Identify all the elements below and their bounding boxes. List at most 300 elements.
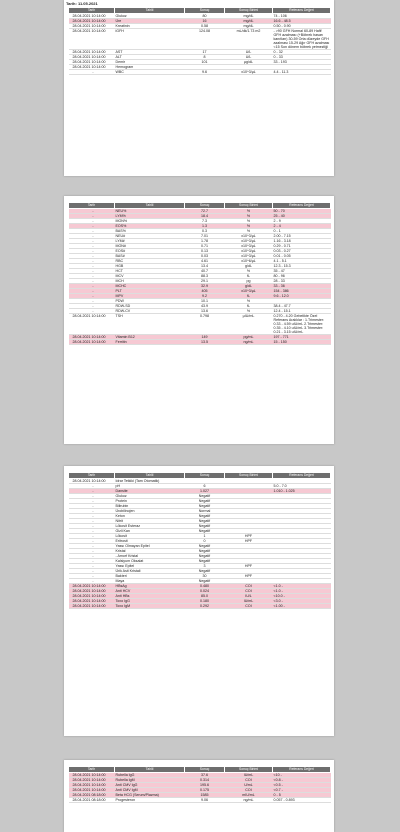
row-reference: 197 - 771: [273, 335, 331, 340]
row-test-name: NEU%: [115, 209, 185, 214]
row-reference: 0.03 - 0.27: [273, 249, 331, 254]
row-result: 195.6: [185, 783, 225, 788]
header-date: Tarih: [69, 767, 115, 773]
row-test-name: Vitamin B12: [115, 335, 185, 340]
row-date: 28.04.2021 10:14:00: [69, 65, 115, 70]
row-unit: IU/mL: [225, 599, 273, 604]
row-reference: 2 - 9: [273, 219, 331, 224]
row-unit: %: [225, 229, 273, 234]
row-reference: <3.0 -: [273, 599, 331, 604]
table-row: [69, 314, 331, 335]
row-test-name: MON%: [115, 219, 185, 224]
row-test-name: Kristal: [115, 549, 185, 554]
row-date: 28.04.2021 10:14:00: [69, 599, 115, 604]
row-date: -: [69, 274, 115, 279]
row-reference: 0 - 5: [273, 793, 331, 798]
row-date: 28.04.2021 10:14:00: [69, 594, 115, 599]
row-unit: fL: [225, 274, 273, 279]
row-unit: x10^3/µL: [225, 244, 273, 249]
row-result: Negatif: [185, 549, 225, 554]
row-result: 0: [185, 539, 225, 544]
row-test-name: NEU#: [115, 234, 185, 239]
row-reference: 35 - 47: [273, 269, 331, 274]
row-unit: U/L: [225, 50, 273, 55]
row-date: 28.04.2021 10:14:00: [69, 24, 115, 29]
row-test-name: Demir: [115, 60, 185, 65]
row-result: 0.292: [185, 604, 225, 609]
row-unit: COI: [225, 778, 273, 783]
row-result: 13.6: [185, 309, 225, 314]
results-table-3: [68, 472, 331, 609]
row-date: -: [69, 539, 115, 544]
row-test-name: Ürik Asit Kristali: [115, 569, 185, 574]
row-date: -: [69, 494, 115, 499]
row-test-name: Progesteron: [115, 798, 185, 803]
row-date: -: [69, 269, 115, 274]
header-unit: Sonuç Birimi: [225, 203, 273, 209]
row-test-name: Glukoz: [115, 14, 185, 19]
row-result: 0.180: [185, 599, 225, 604]
header-test: Tahlil: [115, 473, 185, 479]
row-unit: x10^3/µL: [225, 289, 273, 294]
row-result: 7.01: [185, 234, 225, 239]
row-date: 28.04.2021 10:14:00: [69, 773, 115, 778]
row-test-name: Toxo IgM: [115, 604, 185, 609]
row-result: 1.78: [185, 239, 225, 244]
results-table-4: [68, 766, 331, 803]
row-unit: %: [225, 309, 273, 314]
row-date: 28.04.2021 10:14:00: [69, 604, 115, 609]
header-date: Tarih: [69, 473, 115, 479]
row-unit: x10^3/µL: [225, 234, 273, 239]
row-unit: fL: [225, 304, 273, 309]
row-unit: µIU/mL: [225, 314, 273, 335]
row-date: -: [69, 294, 115, 299]
row-reference: <10 -: [273, 773, 331, 778]
row-date: 28.04.2021 10:14:00: [69, 783, 115, 788]
row-unit: %: [225, 299, 273, 304]
row-unit: x10^3/µL: [225, 239, 273, 244]
row-unit: g/dL: [225, 284, 273, 289]
row-test-name: Yassı Epitel: [115, 564, 185, 569]
row-test-name: RDW-CV: [115, 309, 185, 314]
row-result: Negatif: [185, 579, 225, 584]
header-reference: Referans Değeri: [273, 203, 331, 209]
report-page-1: [64, 0, 334, 176]
row-date: -: [69, 559, 115, 564]
row-result: Negatif: [185, 559, 225, 564]
row-reference: 0.50 - 0.90: [273, 24, 331, 29]
row-unit: COI: [225, 589, 273, 594]
header-reference: Referans Değeri: [273, 473, 331, 479]
row-reference: 25 - 40: [273, 214, 331, 219]
row-date: 28.04.2021 10:14:00: [69, 788, 115, 793]
table-row: [69, 70, 331, 75]
row-date: -: [69, 554, 115, 559]
row-date: 28.04.2021 10:14:00: [69, 778, 115, 783]
results-table-2: [68, 202, 331, 345]
row-result: 101: [185, 60, 225, 65]
row-result: Normal: [185, 509, 225, 514]
row-date: -: [69, 259, 115, 264]
row-reference: 0.270 - 4.20 Gebelikte Özel Referans Aralıklar : 1.Trimester: 0.33 - 4.59 uIU/mL 2.Trimester: 0.35 - 4.10 uIU/mL 3.Trimester: 0.21 - 3.15 uIU/mL: [273, 314, 331, 335]
row-test-name: Üre: [115, 19, 185, 24]
row-unit: mg/dL: [225, 24, 273, 29]
row-reference: 154 - 386: [273, 289, 331, 294]
row-test-name: Rubella IgG: [115, 773, 185, 778]
row-test-name: iGFH: [115, 29, 185, 50]
row-date: 28.04.2021 10:14:00: [69, 50, 115, 55]
row-result: 10.1: [185, 299, 225, 304]
row-result: Negatif: [185, 569, 225, 574]
row-result: 0.13: [185, 249, 225, 254]
row-result: Negatif: [185, 524, 225, 529]
row-result: 16: [185, 19, 225, 24]
row-test-name: Bilirubin: [115, 504, 185, 509]
row-reference: 2 - 4: [273, 224, 331, 229]
row-result: Negatif: [185, 504, 225, 509]
row-test-name: Beta HCG (Serum/Plazma): [115, 793, 185, 798]
row-date: -: [69, 219, 115, 224]
row-date: -: [69, 499, 115, 504]
row-result: 13.4: [185, 264, 225, 269]
row-date: 28.04.2021 10:14:00: [69, 29, 115, 50]
row-unit: g/dL: [225, 264, 273, 269]
table-row: [69, 798, 331, 803]
row-test-name: Glukoz: [115, 494, 185, 499]
row-unit: mg/dL: [225, 19, 273, 24]
row-test-name: Gizli Kan: [115, 529, 185, 534]
header-unit: Sonuç Birimi: [225, 8, 273, 14]
row-unit: mIU/mL: [225, 793, 273, 798]
row-unit: HPF: [225, 534, 273, 539]
row-reference: 38.4 - 47.7: [273, 304, 331, 309]
row-result: 9.2: [185, 294, 225, 299]
row-reference: <1.0 -: [273, 589, 331, 594]
row-test-name: PDW: [115, 299, 185, 304]
row-date: -: [69, 249, 115, 254]
row-test-name: Ferritin: [115, 340, 185, 345]
row-reference: 16.6 - 48.5: [273, 19, 331, 24]
row-result: Negatif: [185, 529, 225, 534]
row-result: Negatif: [185, 544, 225, 549]
row-unit: ng/mL: [225, 798, 273, 803]
header-result: Sonuç: [185, 203, 225, 209]
table-row: [69, 29, 331, 50]
row-test-name: MON#: [115, 244, 185, 249]
row-result: 43.9: [185, 304, 225, 309]
row-date: 28.04.2021 10:14:00: [69, 589, 115, 594]
row-test-name: TSH: [115, 314, 185, 335]
row-reference: <1.00 -: [273, 604, 331, 609]
row-result: 72.7: [185, 209, 225, 214]
row-date: -: [69, 304, 115, 309]
row-unit: HPF: [225, 539, 273, 544]
header-reference: Referans Değeri: [273, 8, 331, 14]
row-result: Negatif: [185, 499, 225, 504]
header-date: Tarih: [69, 8, 115, 14]
header-result: Sonuç: [185, 473, 225, 479]
header-result: Sonuç: [185, 8, 225, 14]
row-unit: x10^6/µL: [225, 259, 273, 264]
row-result: 0.798: [185, 314, 225, 335]
row-test-name: Rubella IgM: [115, 778, 185, 783]
row-date: -: [69, 70, 115, 75]
row-date: -: [69, 264, 115, 269]
row-test-name: Bakteri: [115, 574, 185, 579]
row-date: -: [69, 549, 115, 554]
row-result: 0.58: [185, 24, 225, 29]
row-reference: <10.0 -: [273, 594, 331, 599]
row-unit: x10^3/µL: [225, 70, 273, 75]
row-test-name: MPV: [115, 294, 185, 299]
row-test-name: Yassı Olmayan Epitel: [115, 544, 185, 549]
row-test-name: Anti CMV IgM: [115, 788, 185, 793]
row-date: -: [69, 484, 115, 489]
row-unit: x10^3/µL: [225, 254, 273, 259]
row-date: 28.04.2021 10:14:00: [69, 14, 115, 19]
row-result: 37.6: [185, 773, 225, 778]
row-result: 17: [185, 50, 225, 55]
row-result: 0.024: [185, 589, 225, 594]
row-reference: 50 - 70: [273, 209, 331, 214]
row-result: Negatif: [185, 514, 225, 519]
row-date: -: [69, 279, 115, 284]
row-test-name: Anti HBs: [115, 594, 185, 599]
row-result: Negatif: [185, 494, 225, 499]
row-result: 3: [185, 564, 225, 569]
row-unit: x10^3/µL: [225, 249, 273, 254]
row-unit: COI: [225, 604, 273, 609]
row-date: -: [69, 564, 115, 569]
row-test-name: - Amorf Kristal: [115, 554, 185, 559]
group-name: İdrar Tetkiki (Tam Otomatik): [115, 479, 331, 484]
header-result: Sonuç: [185, 767, 225, 773]
row-date: 28.04.2021 10:14:00: [69, 60, 115, 65]
row-unit: fL: [225, 294, 273, 299]
row-date: -: [69, 569, 115, 574]
row-test-name: RDW-SD: [115, 304, 185, 309]
row-unit: ng/mL: [225, 340, 273, 345]
row-result: 6: [185, 484, 225, 489]
row-date: -: [69, 579, 115, 584]
row-date: -: [69, 209, 115, 214]
row-reference: 15 - 150: [273, 340, 331, 345]
row-reference: 33 - 36: [273, 284, 331, 289]
table-row: [69, 604, 331, 609]
row-date: -: [69, 244, 115, 249]
row-date: -: [69, 289, 115, 294]
row-date: 28.04.2021 10:14:00: [69, 314, 115, 335]
row-result: 0.314: [185, 778, 225, 783]
header-test: Tahlil: [115, 8, 185, 14]
row-date: -: [69, 504, 115, 509]
row-date: -: [69, 489, 115, 494]
row-test-name: HBsAg: [115, 584, 185, 589]
row-test-name: BAS%: [115, 229, 185, 234]
row-result: 85.0: [185, 594, 225, 599]
row-reference: 4.1 - 5.1: [273, 259, 331, 264]
row-test-name: AST: [115, 50, 185, 55]
row-reference: 4.4 - 11.3: [273, 70, 331, 75]
row-test-name: Ürobilinojen: [115, 509, 185, 514]
row-reference: 0.057 - 0.893: [273, 798, 331, 803]
row-result: 1.3: [185, 224, 225, 229]
row-reference: 1.010 - 1.025: [273, 489, 331, 494]
row-unit: %: [225, 214, 273, 219]
row-test-name: Toxo IgG: [115, 599, 185, 604]
report-page-3: [64, 466, 334, 736]
row-result: 0.3: [185, 229, 225, 234]
row-test-name: WBC: [115, 70, 185, 75]
row-date: -: [69, 224, 115, 229]
header-unit: Sonuç Birimi: [225, 767, 273, 773]
row-test-name: EOS%: [115, 224, 185, 229]
report-date-label: Tarih:: [66, 1, 77, 6]
row-reference: - >90 GFH Normal 60-89 Hafif GFH azalması (+Böbrek hasarı kanıtları) 30-59 Orta düzeyde GFH azalması 15-29 Ağır GFH azalması <15 Son dönem böbrek yetmezliği: [273, 29, 330, 49]
row-test-name: Eritrosit: [115, 539, 185, 544]
row-unit: µg/dL: [225, 60, 273, 65]
row-test-name: Kreatinin: [115, 24, 185, 29]
row-date: -: [69, 214, 115, 219]
row-test-name: BAS#: [115, 254, 185, 259]
row-reference: <1.0 -: [273, 584, 331, 589]
row-reference: 0 - 32: [273, 50, 331, 55]
row-date: -: [69, 254, 115, 259]
row-reference: <0.7 -: [273, 788, 331, 793]
row-date: -: [69, 299, 115, 304]
row-result: 7.3: [185, 219, 225, 224]
table-row: [69, 340, 331, 345]
row-date: -: [69, 534, 115, 539]
row-reference: 80 - 96: [273, 274, 331, 279]
row-date: 28.04.2021 10:14:00: [69, 55, 115, 60]
row-date: 28.04.2021 08:18:00: [69, 793, 115, 798]
row-test-name: Anti CMV IgG: [115, 783, 185, 788]
row-date: -: [69, 529, 115, 534]
header-date: Tarih: [69, 203, 115, 209]
row-result: 0.71: [185, 244, 225, 249]
row-test-name: RBC: [115, 259, 185, 264]
row-unit: %: [225, 219, 273, 224]
row-reference: 1.16 - 3.18: [273, 239, 331, 244]
row-reference: 2.00 - 7.15: [273, 234, 331, 239]
row-unit: %: [225, 224, 273, 229]
row-date: -: [69, 519, 115, 524]
row-reference: 12.4 - 15.1: [273, 309, 331, 314]
row-reference: 74 - 106: [273, 14, 331, 19]
row-result: 4.61: [185, 259, 225, 264]
row-unit: COI: [225, 584, 273, 589]
row-result: 1.027: [185, 489, 225, 494]
row-result: 1585: [185, 793, 225, 798]
row-reference: 33 - 193: [273, 60, 331, 65]
report-date-line: [64, 0, 334, 7]
row-test-name: Anti HCV: [115, 589, 185, 594]
header-test: Tahlil: [115, 767, 185, 773]
row-unit: %: [225, 209, 273, 214]
row-date: -: [69, 284, 115, 289]
row-date: 28.04.2021 10:14:00: [69, 19, 115, 24]
row-reference: 12.3 - 15.3: [273, 264, 331, 269]
row-test-name: LYM%: [115, 214, 185, 219]
row-test-name: HGB: [115, 264, 185, 269]
row-date: -: [69, 574, 115, 579]
row-result: 0.480: [185, 584, 225, 589]
row-date: 28.04.2021 10:14:00: [69, 335, 115, 340]
row-unit: IU/L: [225, 594, 273, 599]
row-date: -: [69, 509, 115, 514]
row-reference: 0.29 - 0.71: [273, 244, 331, 249]
row-reference: 0.01 - 0.05: [273, 254, 331, 259]
row-unit: pg: [225, 279, 273, 284]
row-result: 40.7: [185, 269, 225, 274]
row-reference: <0.8 -: [273, 778, 331, 783]
row-date: -: [69, 309, 115, 314]
row-date: 28.04.2021 10:14:00: [69, 340, 115, 345]
row-test-name: Hemogram: [115, 65, 185, 70]
row-date: -: [69, 524, 115, 529]
row-result: 9.06: [185, 798, 225, 803]
row-result: Negatif: [185, 519, 225, 524]
row-test-name: MCHC: [115, 284, 185, 289]
row-test-name: MCV: [115, 274, 185, 279]
row-test-name: MCH: [115, 279, 185, 284]
report-page-4: [64, 760, 334, 832]
row-date: -: [69, 229, 115, 234]
row-result: 30: [185, 574, 225, 579]
row-result: 124.08: [185, 29, 225, 50]
row-unit: U/mL: [225, 783, 273, 788]
row-test-name: PLT: [115, 289, 185, 294]
row-unit: U/L: [225, 55, 273, 60]
report-date-value: 11.05.2021: [77, 1, 98, 6]
row-reference: 0 - 33: [273, 55, 331, 60]
row-date: 28.04.2021 10:14:00: [69, 584, 115, 589]
header-test: Tahlil: [115, 203, 185, 209]
row-date: 28.04.2021 08:18:00: [69, 798, 115, 803]
report-page-2: [64, 196, 334, 444]
row-test-name: Protein: [115, 499, 185, 504]
row-result: 13.5: [185, 340, 225, 345]
row-unit: pg/mL: [225, 335, 273, 340]
row-date: -: [69, 514, 115, 519]
row-result: 405: [185, 289, 225, 294]
row-test-name: Lökosit: [115, 534, 185, 539]
row-reference: 5.0 - 7.0: [273, 484, 331, 489]
row-test-name: Dansite: [115, 489, 185, 494]
row-date: -: [69, 234, 115, 239]
row-test-name: Kalsiyum Oksalat: [115, 559, 185, 564]
row-reference: 9.6 - 12.0: [273, 294, 331, 299]
row-test-name: Maya: [115, 579, 185, 584]
row-unit: HPF: [225, 564, 273, 569]
row-reference: 0 - 1: [273, 229, 331, 234]
row-test-name: ALT: [115, 55, 185, 60]
row-unit: mg/dL: [225, 14, 273, 19]
row-result: 0.175: [185, 788, 225, 793]
row-result: 149: [185, 335, 225, 340]
row-test-name: Keton: [115, 514, 185, 519]
row-unit: HPF: [225, 574, 273, 579]
row-date: -: [69, 239, 115, 244]
row-date: -: [69, 544, 115, 549]
group-date: 28.04.2021 10:14:00: [69, 479, 115, 484]
row-unit: IU/mL: [225, 773, 273, 778]
row-result: 1: [185, 534, 225, 539]
row-test-name: EOS#: [115, 249, 185, 254]
results-table-1: [68, 7, 331, 75]
